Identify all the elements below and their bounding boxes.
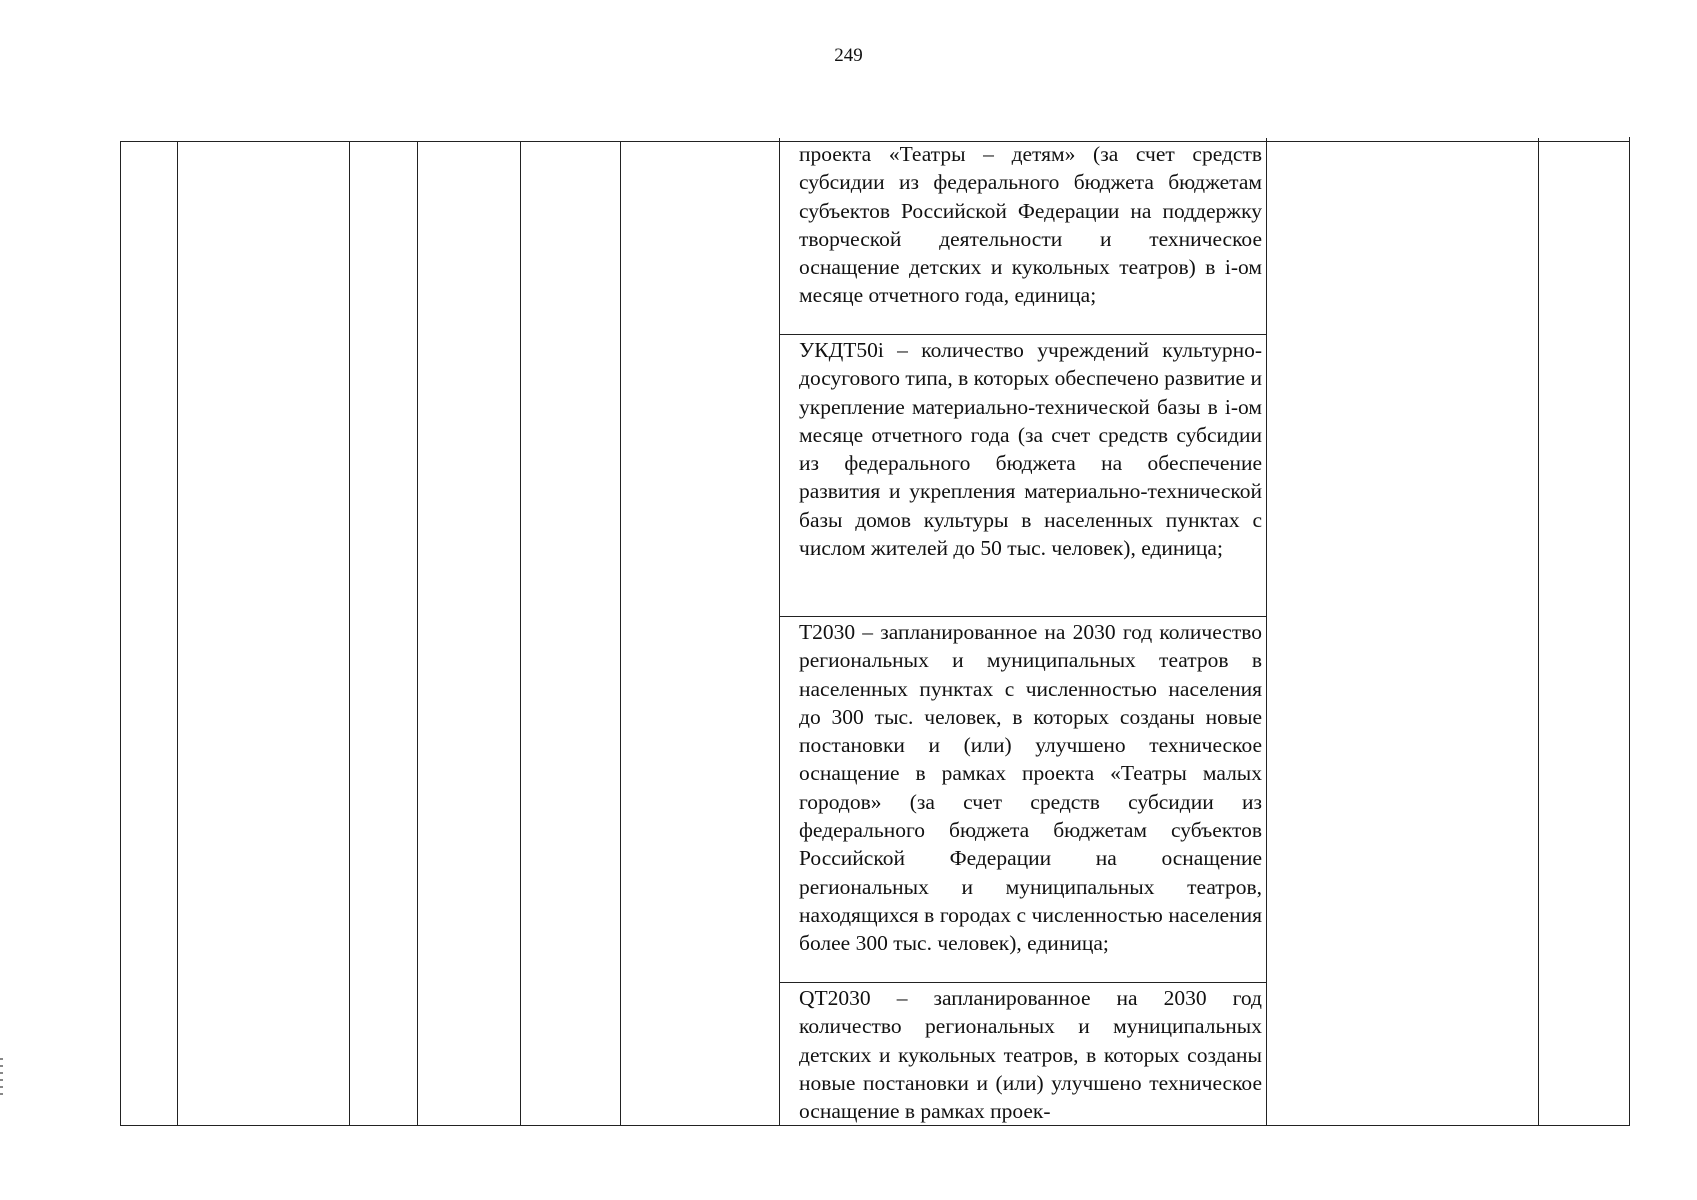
cell-text: проекта «Театры – детям» (за счет средств субсидии из федерального бюджета бюджетам субъектов Российской Федерации на поддержку творческой деятельности и техническое оснащение детских и кукольных театров) в i-ом месяце отчетного года, единица;: [799, 142, 1262, 308]
table-right-border: [1629, 137, 1630, 1126]
table-left-border: [120, 141, 121, 1126]
cell-text: QТ2030 – запланированное на 2030 год количество региональных и муниципальных детских и кукольных театров, в которых созданы новые постановки и (или) улучшено техническое оснащение в рамках проек-: [799, 986, 1262, 1124]
cell-text: УКДТ50i – количество учреждений культурно-досугового типа, в которых обеспечено развитие и укрепление материально-технической базы в i-ом месяце отчетного года (за счет средств субсидии из федерального бюджета на обеспечение развития и укрепления материально-технической базы домов культуры в населенных пунктах с числом жителей до 50 тыс. человек), единица;: [799, 338, 1262, 561]
row-divider: [779, 982, 1267, 983]
table-cell: [779, 618, 1266, 982]
table-cell: [779, 140, 1266, 334]
column-divider: [520, 141, 521, 1126]
row-divider: [779, 334, 1267, 335]
cell-text: Т2030 – запланированное на 2030 год количество региональных и муниципальных театров в населенных пунктах с численностью населения до 300 тыс. человек, в которых созданы новые постановки и (или) улучшено техническое оснащение в рамках проекта «Театры малых городов» (за счет средств субсидии из федерального бюджета бюджетам субъектов Российской Федерации на оснащение региональных и муниципальных театров, находящихся в городах с численностью населения более 300 тыс. человек), единица;: [799, 620, 1262, 956]
column-divider: [417, 141, 418, 1126]
scan-margin-marks: [0, 1058, 3, 1100]
row-divider: [779, 616, 1267, 617]
column-divider: [349, 141, 350, 1126]
table-cell: [779, 336, 1266, 616]
column-divider: [1266, 138, 1267, 1126]
table-bottom-border: [120, 1125, 1630, 1126]
column-divider: [1538, 138, 1539, 1126]
table-cell: [779, 984, 1266, 1125]
column-divider: [620, 141, 621, 1126]
column-divider: [177, 141, 178, 1126]
page-number: 249: [834, 45, 863, 66]
